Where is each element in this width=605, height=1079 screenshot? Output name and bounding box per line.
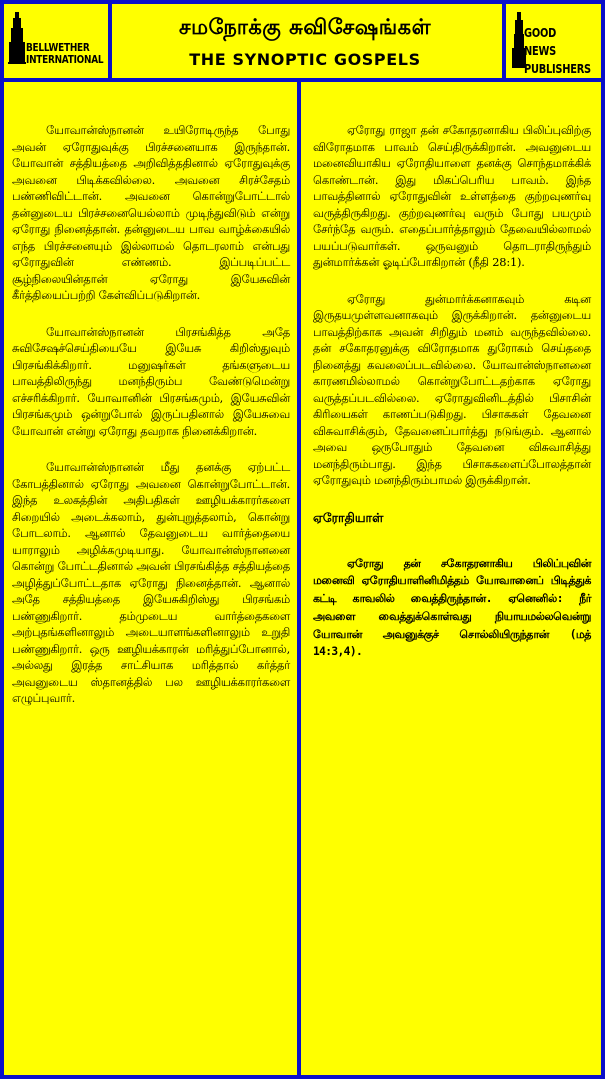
paragraph: யோவான்ஸ்நானன் மீது தனக்கு ஏற்பட்ட கோபத்தினால் ஏரோது அவனை கொன்றுபோட்டான். இந்த உலகத்தின் அதிபதிகள் ஊழியக்காரர்களை சிறையில் அடைக்கலாம், துன்புறுத்தலாம், கொன்று போடலாம். ஆனால் தேவனுடைய வார்த்தையை யாராலும் அழிக்கமுடியாது. யோவான்ஸ்நானனை கொன்று போட்டதினால் அவன் பிரசங்கித்த சத்தியத்தை அழித்துப்போட்டதாக ஏரோது நினைத்தான். ஆனால் அதே சத்தியத்தை இயேசுகிறிஸ்து பிரசங்கம் பண்ணுகிறார். தம்முடைய வார்த்தைகளை அற்புதங்களினாலும் அடையாளங்களினாலும் உறுதி பண்ணுகிறார். ஒரு ஊழியக்காரன் மரித்துப்போனால், அல்லது இரத்த சாட்சியாக மரித்தால் கர்த்தர் அவனுடைய ஸ்தானத்தில் பல ஊழியக்காரர்களை எழுப்புவார். — [12, 460, 290, 705]
good-news-logo — [502, 4, 601, 78]
logo-line-2: PUBLISHERS — [524, 62, 591, 76]
right-column-text — [313, 122, 591, 681]
section-heading: ஏரோதியாள் — [313, 509, 384, 525]
title-box — [112, 4, 498, 78]
paragraph: ஏரோது துன்மார்க்கனாகவும் கடின இருதயமுள்ளவனாகவும் இருக்கிறான். தன்னுடைய பாவத்திற்காக அவன் சிறிதும் மனம் வருந்தவில்லை. தன் சகோதரனுக்கு விரோதமாக துரோகம் செய்ததை நினைத்து கவலைப்படவில்லை. யோவான்ஸ்நானனை காரணமில்லாமல் கொன்றுபோட்டதற்காக ஏரோது வருத்தப்படவில்லை. ஏரோதுவினிடத்தில் பிசாசின் கிரியைகள் காணப்படுகிறது. பிசாசுகள் தேவனை விசுவாசிக்கும், தேவனைப்பார்த்து நடுங்கும். ஆனால் அவை ஒருபோதும் தேவனை விசுவாசித்து மனந்திரும்பாது. இந்த பிசாசுகளைப்போலத்தான் ஏரோதுவும் மனந்திரும்பாமல் இருக்கிறான். — [313, 291, 591, 487]
bell-tower-icon — [8, 12, 26, 64]
paragraph: ஏரோது ராஜா தன் சகோதரனாகிய பிலிப்புவிற்கு விரோதமாக பாவம் செய்திருக்கிறான். அவனுடைய மனைவியாகிய ஏரோதியாளை தனக்கு சொந்தமாக்கிக் கொண்டான். இது மிகப்பெரிய பாவம். இந்த பாவத்தினால் ஏரோதுவின் உள்ளத்தை குற்றவுணர்வு வருத்திருகிறது. குற்றவுணர்வு வரும் போது பயமும் சேர்ந்தே வரும். எதைப்பார்த்தாலும் தேவையில்லாமல் பயப்படுவார்கள். ஒருவனும் தொடராதிருந்தும் துன்மார்க்கன் ஓடிப்போகிறான் (நீதி 28:1). — [313, 123, 591, 269]
page-title-tamil: சமநோக்கு சுவிசேஷங்கள் — [178, 15, 432, 39]
paragraph: யோவான்ஸ்நானன் உயிரோடிருந்த போது அவன் ஏரோதுவுக்கு பிரச்சனையாக இருந்தான். யோவான் சத்தியத்தை அறிவித்ததினால் ஏரோதுவுக்கு அவனை பிடிக்கவில்லை. அவனை சிரச்சேதம் பண்ணிவிட்டான். அவனை கொன்றுபோட்டால் தன்னுடைய பிரச்சனையெல்லாம் முடிந்துவிடும் என்று ஏரோது நினைத்தான். தன்னுடைய பாவ வாழ்க்கையில் எந்த பிரச்சனையும் இல்லாமல் தொடரலாம் என்பது ஏரோதுவின் எண்ணம். இப்படிப்பட்ட சூழ்நிலையின்தான் ஏரோது இயேசுவின் கீர்த்தியைப்பற்றி கேள்விப்படுகிறான். — [12, 123, 290, 302]
bellwether-logo — [4, 4, 112, 78]
right-column — [305, 82, 601, 1075]
bellwether-logo-text — [26, 42, 103, 66]
scripture-paragraph: ஏரோது தன் சகோதரனாகிய பிலிப்புவின் மனைவி ஏரோதியாளினிமித்தம் யோவானைப் பிடித்துக் கட்டி காவலில் வைத்திருந்தான். ஏனெனில்: நீர் அவளை வைத்துக்கொள்வது நியாயமல்லவென்று யோவான் அவனுக்குச் சொல்லியிருந்தான் (மத் 14:3,4). — [313, 556, 591, 659]
paragraph: யோவான்ஸ்நானன் பிரசங்கித்த அதே சுவிசேஷச்செய்தியையே இயேசு கிறிஸ்துவும் பிரசங்கிக்கிறார். மனுஷர்கள் தங்களுடைய பாவத்திலிருந்து மனந்திரும்ப வேண்டுமென்று எச்சரிக்கிறார். யோவானின் பிரசங்கமும், இயேசுவின் பிரசங்கமும் ஒன்றுபோல் இருப்பதினால் இயேசுவை யோவான் என்று ஏரோது தவறாக நினைக்கிறான். — [12, 324, 290, 438]
left-column-text — [12, 122, 290, 727]
logo-line-2: INTERNATIONAL — [26, 54, 104, 66]
logo-line-1: GOOD NEWS — [524, 26, 556, 58]
logo-line-1: BELLWETHER — [26, 42, 90, 54]
header — [4, 4, 601, 82]
good-news-logo-text — [524, 24, 591, 78]
page-title-english: THE SYNOPTIC GOSPELS — [189, 50, 421, 69]
left-column — [4, 82, 301, 1075]
